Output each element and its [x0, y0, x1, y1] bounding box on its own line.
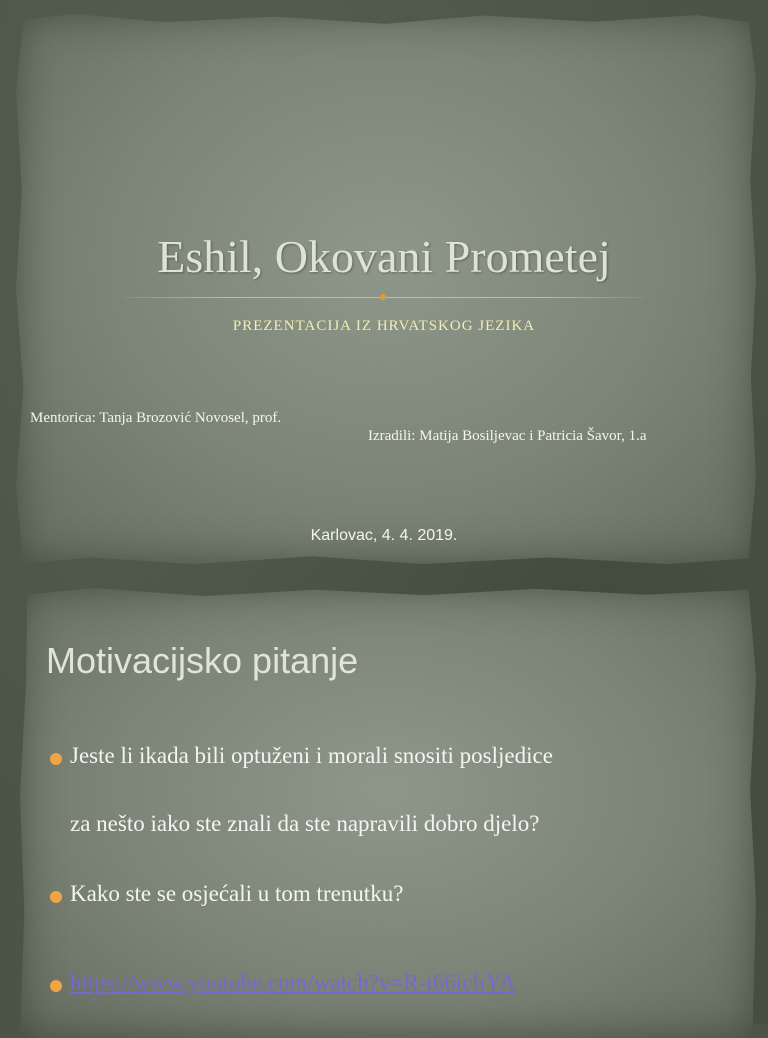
place-date-text: Karlovac, 4. 4. 2019.	[310, 527, 458, 544]
bullet-dot	[50, 753, 62, 765]
slide2-heading: Motivacijsko pitanje	[46, 640, 359, 681]
bullet-text: Kako ste se osjećali u tom trenutku?	[70, 881, 404, 906]
divider-dot	[380, 294, 386, 300]
bullet-dot	[50, 980, 62, 992]
bullet-text-continued: za nešto iako ste znali da ste napravili dobro djelo?	[70, 811, 540, 836]
title-slide	[16, 14, 756, 564]
bullet-text: Jeste li ikada bili optuženi i morali snositi posljedice	[70, 743, 553, 768]
authors-text: Izradili: Matija Bosiljevac i Patricia Šavor, 1.a	[368, 428, 647, 444]
slide-title: Eshil, Okovani Prometej	[157, 231, 611, 282]
bullet-dot	[50, 891, 62, 903]
mentor-text: Mentorica: Tanja Brozović Novosel, prof.	[30, 410, 282, 426]
youtube-link[interactable]: https://www.youtube.com/watch?v=R-t66iclıYA	[70, 970, 516, 995]
slide-subtitle: PREZENTACIJA IZ HRVATSKOG JEZIKA	[232, 318, 536, 334]
